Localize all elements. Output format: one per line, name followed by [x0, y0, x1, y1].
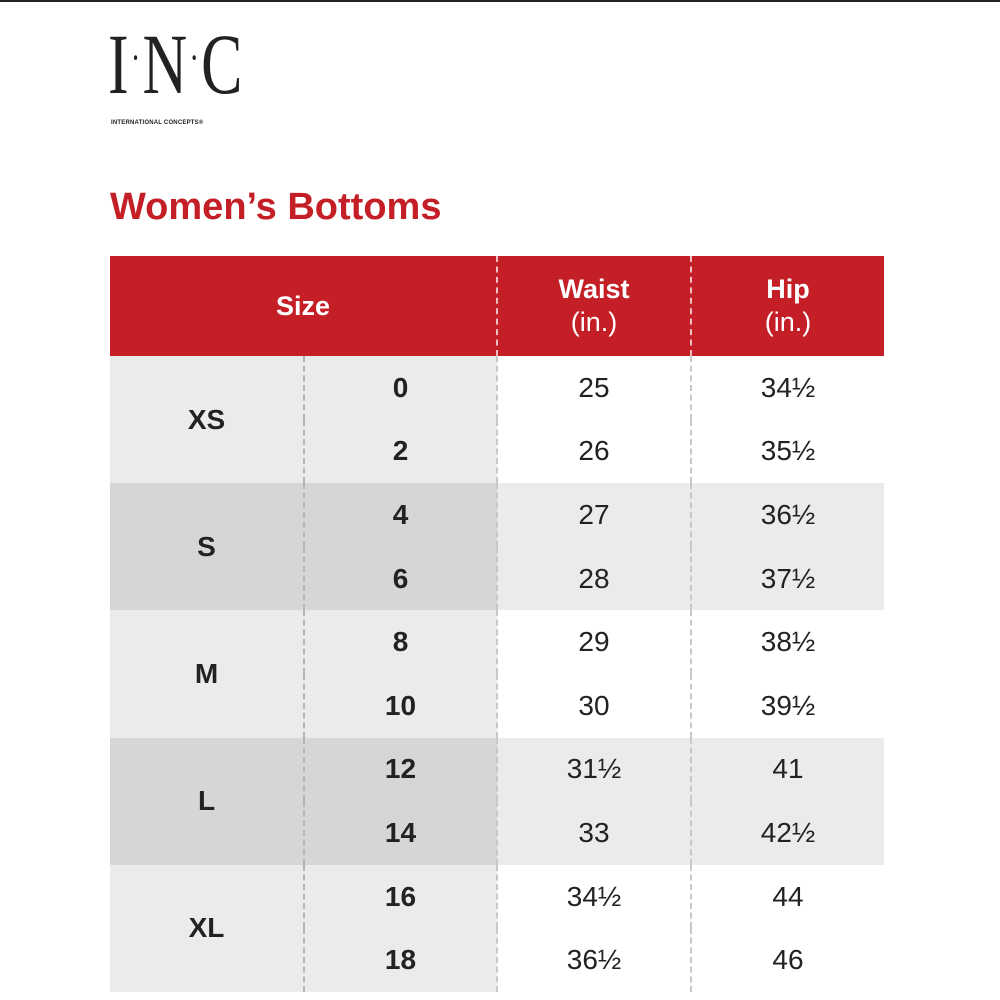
hip-value: 38½	[691, 610, 884, 674]
numeric-size: 12	[304, 738, 497, 802]
numeric-size: 10	[304, 674, 497, 738]
inc-logo	[108, 8, 258, 126]
numeric-size: 2	[304, 420, 497, 484]
numeric-size: 0	[304, 356, 497, 420]
header-hip-unit: (in.)	[764, 307, 812, 337]
logo-mark	[108, 8, 244, 114]
logo-letter: N	[142, 16, 188, 112]
size-group-l	[110, 738, 884, 865]
hip-value: 41	[691, 738, 884, 802]
hip-value: 39½	[691, 674, 884, 738]
numeric-size: 18	[304, 928, 497, 992]
logo-subtitle: INTERNATIONAL CONCEPTS®	[111, 120, 204, 126]
size-chart-table	[110, 256, 884, 992]
header-size-label: Size	[275, 290, 331, 321]
table-row	[110, 610, 884, 674]
header-waist-label: Waist	[558, 274, 630, 304]
waist-value: 26	[497, 420, 691, 484]
waist-value: 30	[497, 674, 691, 738]
table-row	[110, 356, 884, 420]
logo-letter: C	[201, 16, 244, 112]
hip-value: 46	[691, 928, 884, 992]
header-hip	[691, 256, 884, 356]
group-label: L	[110, 738, 304, 865]
hip-value: 44	[691, 865, 884, 929]
logo-dot: ·	[130, 35, 142, 80]
logo-dot: ·	[189, 35, 200, 80]
waist-value: 31½	[497, 738, 691, 802]
numeric-size: 6	[304, 547, 497, 611]
numeric-size: 14	[304, 801, 497, 865]
table-row	[110, 738, 884, 802]
numeric-size: 16	[304, 865, 497, 929]
waist-value: 27	[497, 483, 691, 547]
header-waist	[497, 256, 691, 356]
waist-value: 25	[497, 356, 691, 420]
waist-value: 28	[497, 547, 691, 611]
header-waist-unit: (in.)	[570, 307, 618, 337]
numeric-size: 4	[304, 483, 497, 547]
waist-value: 29	[497, 610, 691, 674]
header-hip-label: Hip	[766, 274, 810, 304]
hip-value: 42½	[691, 801, 884, 865]
hip-value: 35½	[691, 420, 884, 484]
hip-value: 37½	[691, 547, 884, 611]
hip-value: 34½	[691, 356, 884, 420]
group-label: XL	[110, 865, 304, 992]
group-label: M	[110, 610, 304, 737]
hip-value: 36½	[691, 483, 884, 547]
waist-value: 33	[497, 801, 691, 865]
group-label: XS	[110, 356, 304, 483]
header-row	[110, 256, 884, 356]
header-size	[110, 256, 497, 356]
size-group-xs	[110, 356, 884, 483]
logo-letter: I	[108, 16, 130, 112]
table-row	[110, 483, 884, 547]
size-group-xl	[110, 865, 884, 992]
waist-value: 36½	[497, 928, 691, 992]
group-label: S	[110, 483, 304, 610]
page-title: Women’s Bottoms	[110, 186, 442, 228]
table-row	[110, 865, 884, 929]
waist-value: 34½	[497, 865, 691, 929]
numeric-size: 8	[304, 610, 497, 674]
size-group-m	[110, 610, 884, 737]
top-border	[0, 0, 1000, 2]
size-group-s	[110, 483, 884, 610]
